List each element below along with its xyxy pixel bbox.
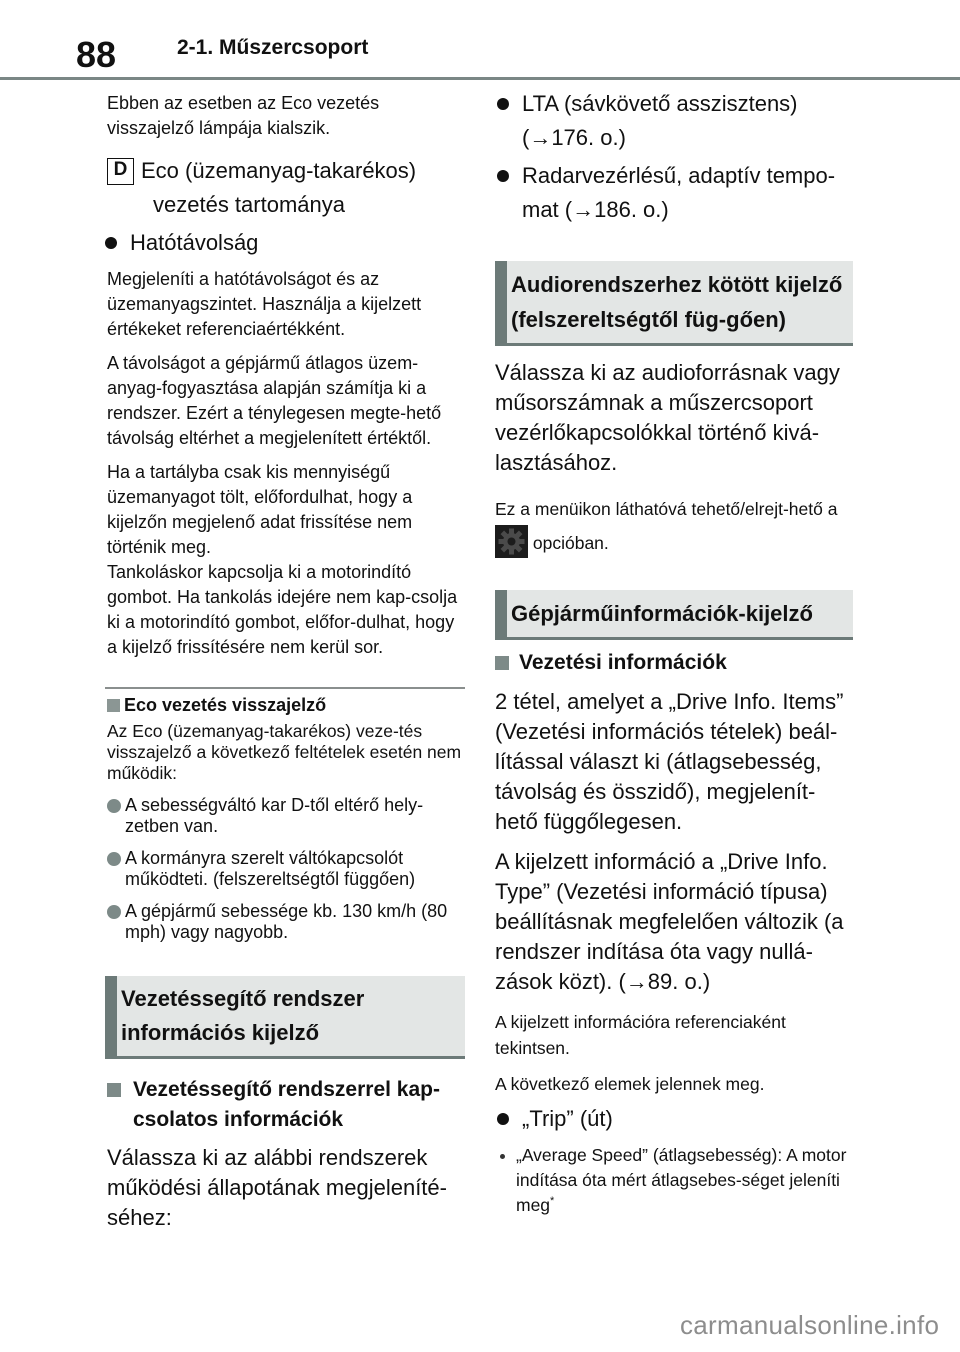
bullet-icon (497, 1113, 509, 1125)
footnote-marker: * (550, 1195, 555, 1208)
drive-info-paragraph-1: 2 tétel, amelyet a „Drive Info. Items” (Vezetési információs tételek) beál-lítással választ ki (átlagsebesség, távolság és összidő), megjelenít-hető függőlegesen. (495, 688, 844, 834)
bullet-icon (497, 170, 509, 182)
eco-condition-1: A sebességváltó kar D-től eltérő hely-zetben van. (107, 795, 465, 837)
bullet-icon (497, 98, 509, 110)
heading-audio-display: Audiorendszerhez kötött kijelző (felszereltségtől füg-gően) (495, 261, 853, 346)
label-d-box: D (107, 158, 134, 185)
range-paragraph-2: A távolságot a gépjármű átlagos üzem-anyag-fogyasztása alapján számítja ki a rendszer. Ezért a ténylegesen megte-hető távolság eltérhet a megjelenített értéktől. (107, 353, 442, 448)
driving-support-subheading: Vezetéssegítő rendszerrel kap-csolatos információk (107, 1075, 465, 1135)
circle-bullet-icon (107, 799, 121, 813)
circle-bullet-icon (107, 905, 121, 919)
section-divider (105, 687, 465, 689)
items-note: A következő elemek jelennek meg. (495, 1073, 765, 1094)
circle-bullet-icon (107, 852, 121, 866)
drive-info-subheading: Vezetési információk (495, 648, 853, 678)
square-bullet-icon (495, 656, 509, 670)
bullet-icon (105, 237, 117, 249)
square-bullet-icon (107, 699, 120, 712)
intro-paragraph: Ebben az esetben az Eco vezetés visszajelző lámpája kialszik. (107, 93, 380, 138)
page-number: 88 (76, 34, 117, 75)
range-paragraph-3b: Tankoláskor kapcsolja ki a motorindító gombot. Ha tankolás idejére nem kap-csolja ki a motorindító gombot, előfor-dulhat, hogy a kijelző frissítésére nem kerül sor. (107, 562, 458, 657)
page-header (0, 0, 960, 80)
reference-note: A kijelzett információra referenciaként tekintsen. (495, 1011, 786, 1058)
watermark-link[interactable]: carmanualsonline.info (680, 1310, 940, 1340)
eco-condition-3: A gépjármű sebessége kb. 130 km/h (80 mph) vagy nagyobb. (107, 901, 465, 943)
eco-condition-2: A kormányra szerelt váltókapcsolót működteti. (felszereltségtől függően) (107, 848, 465, 890)
audio-paragraph: Válassza ki az audioforrásnak vagy műsorszámnak a műszercsoport vezérlőkapcsolókkal történő kivá-lasztásához. (495, 360, 840, 475)
small-bullet-icon (500, 1154, 505, 1159)
system-item-acc: Radarvezérlésű, adaptív tempo- mat (→186. o.) (497, 160, 853, 225)
range-paragraph-3a: Ha a tartályba csak kis mennyiségű üzemanyagot tölt, előfordulhat, hogy a kijelzőn megjelenő adat frissítése nem történik meg. (107, 462, 413, 557)
average-speed-item: „Average Speed” (átlagsebesség): A motor indítása óta mért átlagsebes-séget jeleníti meg* (495, 1143, 853, 1218)
right-column (495, 88, 853, 1218)
drive-info-paragraph-2: A kijelzett információ a „Drive Info. Type” (Vezetési információ típusa) beállításnak megfelelően változik (a rendszer indítása óta vagy nullá-zások közt). (→89. o.) (495, 848, 844, 994)
driving-support-paragraph: Válassza ki az alábbi rendszerek működési állapotának megjeleníté-séhez: (107, 1145, 447, 1230)
section-title: 2-1. Műszercsoport (177, 36, 369, 59)
heading-driving-support-display: Vezetéssegítő rendszer információs kijelző (105, 976, 465, 1059)
trip-bullet: „Trip” (út) (497, 1103, 853, 1134)
audio-note: Ez a menüikon láthatóvá tehető/elrejt-hető a opcióban. (495, 492, 853, 561)
label-d-text: Eco (üzemanyag-takarékos) vezetés tartománya (141, 158, 417, 217)
left-column (107, 88, 465, 1233)
range-paragraph-1: Megjeleníti a hatótávolságot és az üzemanyagszintet. Használja a kijelzett értékeket referenciaértékként. (107, 269, 422, 339)
eco-subheading: Eco vezetés visszajelző (107, 693, 465, 717)
square-bullet-icon (107, 1083, 121, 1097)
label-d-item (107, 155, 465, 220)
eco-paragraph: Az Eco (üzemanyag-takarékos) veze-tés visszajelző a következő feltételek esetén nem működik: (107, 721, 462, 783)
system-item-lta: LTA (sávkövető asszisztens) (→176. o.) (497, 88, 853, 153)
gear-icon (495, 525, 528, 558)
heading-vehicle-info-display: Gépjárműinformációk-kijelző (495, 590, 853, 640)
header-divider (0, 77, 960, 80)
range-bullet: Hatótávolság (105, 227, 465, 258)
